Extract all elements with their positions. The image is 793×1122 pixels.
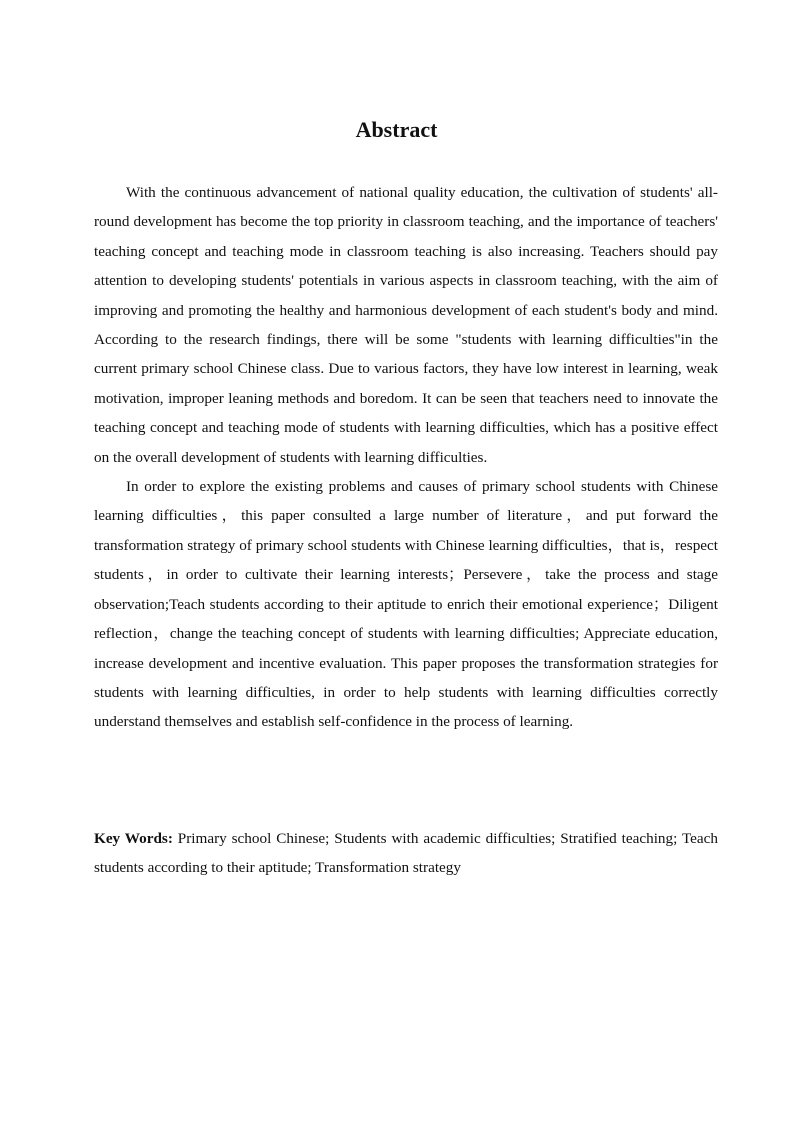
abstract-paragraph-2: In order to explore the existing problems and causes of primary school students with Chinese learning difficulties，this paper consulted a large number of literature，and put forward the transformation strategy of primary school students with Chinese learning difficulties，that is，respect students，in order to cultivate their learning interests；Persevere，take the process and stage observation;Teach students according to their aptitude to enrich their emotional experience；Diligent reflection，change the teaching concept of students with learning difficulties; Appreciate education, increase development and incentive evaluation. This paper proposes the transformation strategies for students with learning difficulties, in order to help students with learning difficulties correctly understand themselves and establish self-confidence in the process of learning.	[94, 478, 718, 731]
keywords-label: Key Words:	[94, 830, 173, 847]
keywords-section	[94, 824, 718, 883]
abstract-body	[94, 178, 718, 737]
abstract-paragraph-1: With the continuous advancement of national quality education, the cultivation of students' all-round development has become the top priority in classroom teaching, and the importance of teachers' teaching concept and teaching mode in classroom teaching is also increasing. Teachers should pay attention to developing students' potentials in various aspects in classroom teaching, with the aim of improving and promoting the healthy and harmonious development of each student's body and mind. According to the research findings, there will be some "students with learning difficulties"in the current primary school Chinese class. Due to various factors, they have low interest in learning, weak motivation, improper leaning methods and boredom. It can be seen that teachers need to innovate the teaching concept and teaching mode of students with learning difficulties, which has a positive effect on the overall development of students with learning difficulties.	[94, 184, 718, 466]
keywords-text: Primary school Chinese; Students with academic difficulties; Stratified teaching; Teach students according to their aptitude; Transformation strategy	[94, 830, 718, 877]
page-title: Abstract	[355, 117, 438, 142]
